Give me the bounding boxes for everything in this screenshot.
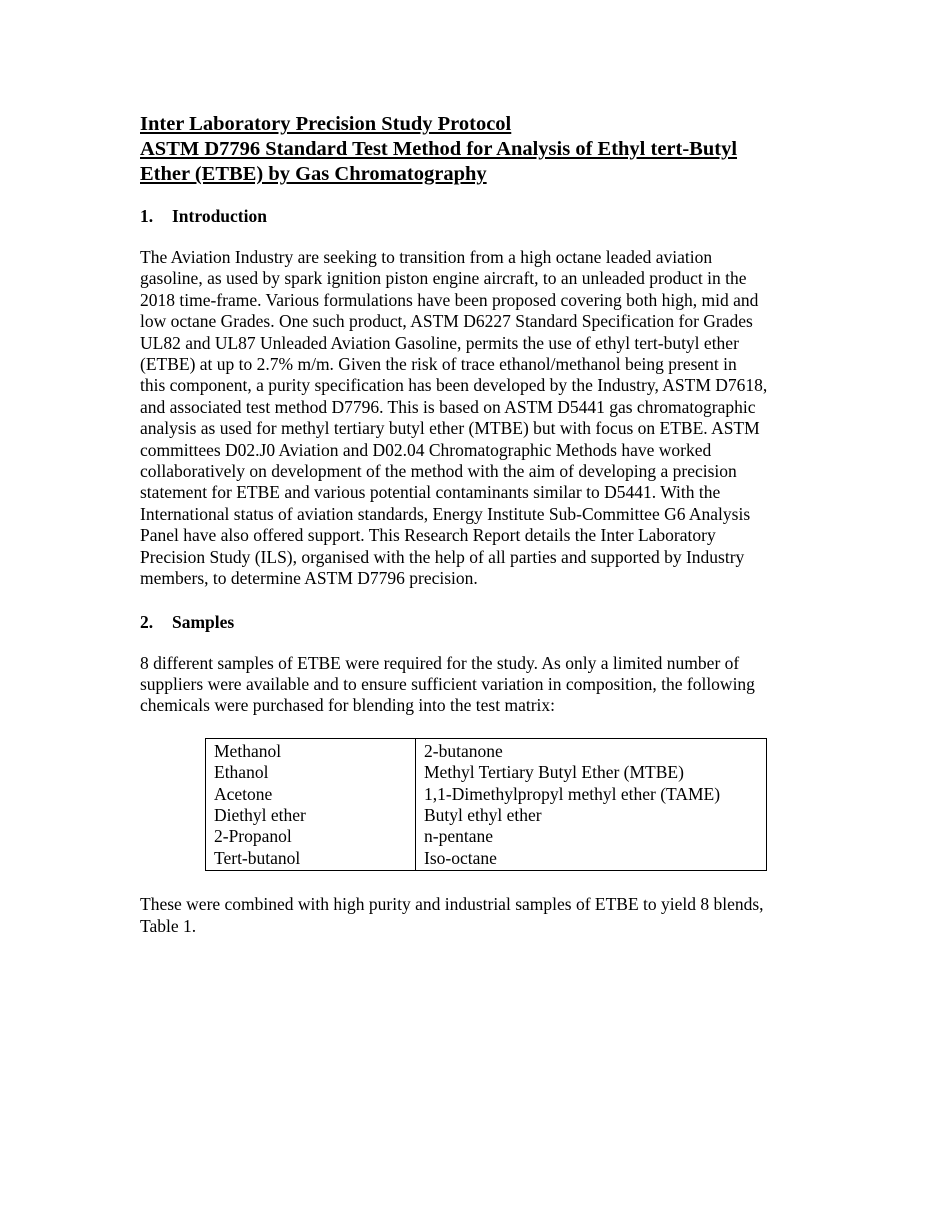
text-line: 8 different samples of ETBE were required for the study. As only a limited number of xyxy=(140,652,740,673)
text-line: Table 1. xyxy=(140,915,197,936)
text-line: collaboratively on development of the method with the aim of developing a precision xyxy=(140,461,737,482)
table-cell: Iso-octane xyxy=(424,847,497,868)
table-cell: 2-butanone xyxy=(424,740,503,761)
text-line: The Aviation Industry are seeking to transition from a high octane leaded aviation xyxy=(140,247,713,267)
table-cell: 2-Propanol xyxy=(206,826,416,847)
document-title xyxy=(140,112,815,187)
section-heading-introduction xyxy=(140,205,815,227)
samples-paragraph xyxy=(140,653,815,717)
samples-followup-paragraph xyxy=(140,894,815,937)
document-page xyxy=(140,112,815,958)
text-line: members, to determine ASTM D7796 precision. xyxy=(140,568,478,589)
text-line: low octane Grades. One such product, ASTM D6227 Standard Specification for Grades xyxy=(140,311,753,332)
table-cell: Ethanol xyxy=(206,762,416,783)
text-line: suppliers were available and to ensure sufficient variation in composition, the following xyxy=(140,673,755,694)
text-line: These were combined with high purity and industrial samples of ETBE to yield 8 blends, xyxy=(140,894,764,915)
text-line: International status of aviation standards, Energy Institute Sub-Committee G6 Analysis xyxy=(140,503,751,524)
table-cell: n-pentane xyxy=(424,826,493,847)
table-cell: Tert-butanol xyxy=(206,848,416,871)
section-title: Samples xyxy=(172,611,235,632)
table-cell: 1,1-Dimethylpropyl methyl ether (TAME) xyxy=(424,783,721,804)
section-number: 2. xyxy=(140,611,154,632)
table-row xyxy=(206,738,767,762)
section-title: Introduction xyxy=(172,206,267,226)
title-line-1: Inter Laboratory Precision Study Protocol xyxy=(140,113,512,135)
text-line: (ETBE) at up to 2.7% m/m. Given the risk of trace ethanol/methanol being present in xyxy=(140,354,737,375)
table-cell: Butyl ethyl ether xyxy=(424,804,542,825)
table-row xyxy=(206,805,767,826)
introduction-paragraph xyxy=(140,247,815,590)
text-line: analysis as used for methyl tertiary butyl ether (MTBE) but with focus on ETBE. ASTM xyxy=(140,418,760,439)
text-line: Precision Study (ILS), organised with the help of all parties and supported by Industry xyxy=(140,546,745,567)
text-line: 2018 time-frame. Various formulations have been proposed covering both high, mid and xyxy=(140,289,759,310)
table-cell: Diethyl ether xyxy=(206,805,416,826)
title-line-3: Ether (ETBE) by Gas Chromatography xyxy=(140,163,487,185)
table-cell: Acetone xyxy=(206,784,416,805)
chemicals-table xyxy=(205,738,767,871)
table-cell: Methyl Tertiary Butyl Ether (MTBE) xyxy=(424,762,684,783)
table-row xyxy=(206,848,767,871)
title-line-2: ASTM D7796 Standard Test Method for Analysis of Ethyl tert-Butyl xyxy=(140,138,738,160)
text-line: statement for ETBE and various potential contaminants similar to D5441. With the xyxy=(140,482,721,503)
text-line: gasoline, as used by spark ignition piston engine aircraft, to an unleaded product in the xyxy=(140,268,747,289)
section-heading-samples xyxy=(140,611,815,633)
table-row xyxy=(206,784,767,805)
table-cell: Methanol xyxy=(206,738,416,762)
text-line: and associated test method D7796. This is based on ASTM D5441 gas chromatographic xyxy=(140,396,756,417)
text-line: this component, a purity specification has been developed by the Industry, ASTM D7618, xyxy=(140,375,768,396)
text-line: committees D02.J0 Aviation and D02.04 Chromatographic Methods have worked xyxy=(140,439,712,460)
text-line: chemicals were purchased for blending into the test matrix: xyxy=(140,695,556,716)
text-line: Panel have also offered support. This Research Report details the Inter Laboratory xyxy=(140,525,716,546)
text-line: UL82 and UL87 Unleaded Aviation Gasoline, permits the use of ethyl tert-butyl ether xyxy=(140,332,739,353)
section-number: 1. xyxy=(140,206,154,226)
table-row xyxy=(206,826,767,847)
table-row xyxy=(206,762,767,783)
